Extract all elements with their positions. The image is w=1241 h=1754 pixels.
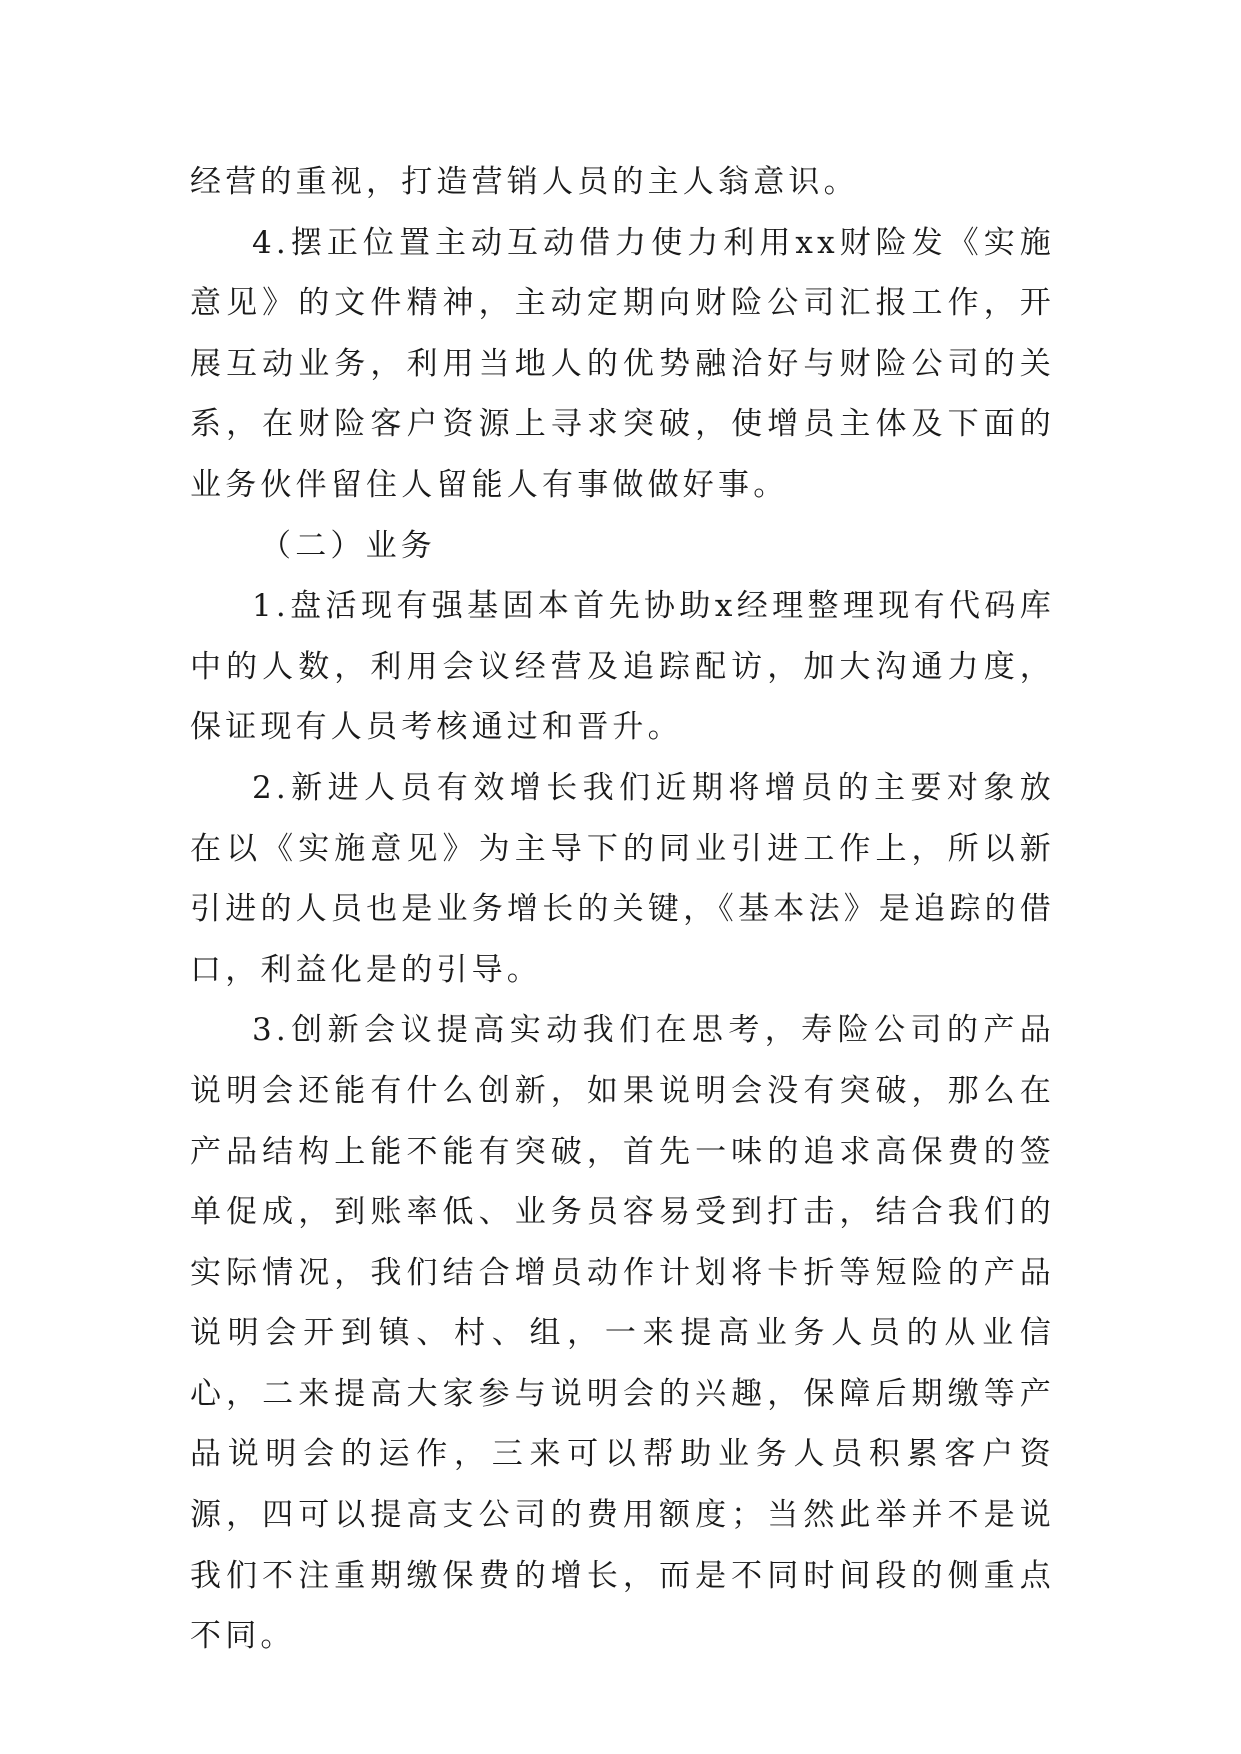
paragraph-item-b2: 2.新进人员有效增长我们近期将增员的主要对象放在以《实施意见》为主导下的同业引进工作上，所以新引进的人员也是业务增长的关键，《基本法》是追踪的借口，利益化是的引导。 — [190, 769, 1055, 988]
section-heading-business: （二）业务 — [260, 527, 436, 564]
paragraph-item-b3: 3.创新会议提高实动我们在思考，寿险公司的产品说明会还能有什么创新，如果说明会没有突破，那么在产品结构上能不能有突破，首先一味的追求高保费的签单促成，到账率低、业务员容易受到打击，结合我们的实际情况，我们结合增员动作计划将卡折等短险的产品说明会开到镇、村、组，一来提高业务人员的从业信心，二来提高大家参与说明会的兴趣，保障后期缴等产品说明会的运作，三来可以帮助业务人员积累客户资源，四可以提高支公司的费用额度；当然此举并不是说我们不注重期缴保费的增长，而是不同时间段的侧重点不同。 — [190, 1012, 1055, 1655]
document-body — [190, 152, 1055, 1667]
paragraph-item-b1: 1.盘活现有强基固本首先协助x经理整理现有代码库中的人数，利用会议经营及追踪配访，加大沟通力度，保证现有人员考核通过和晋升。 — [190, 588, 1055, 746]
paragraph-continuation: 经营的重视，打造营销人员的主人翁意识。 — [190, 164, 859, 200]
paragraph-item-4: 4.摆正位置主动互动借力使力利用xx财险发《实施意见》的文件精神，主动定期向财险公司汇报工作，开展互动业务，利用当地人的优势融洽好与财险公司的关系，在财险客户资源上寻求突破，使增员主体及下面的业务伙伴留住人留能人有事做做好事。 — [190, 224, 1055, 503]
